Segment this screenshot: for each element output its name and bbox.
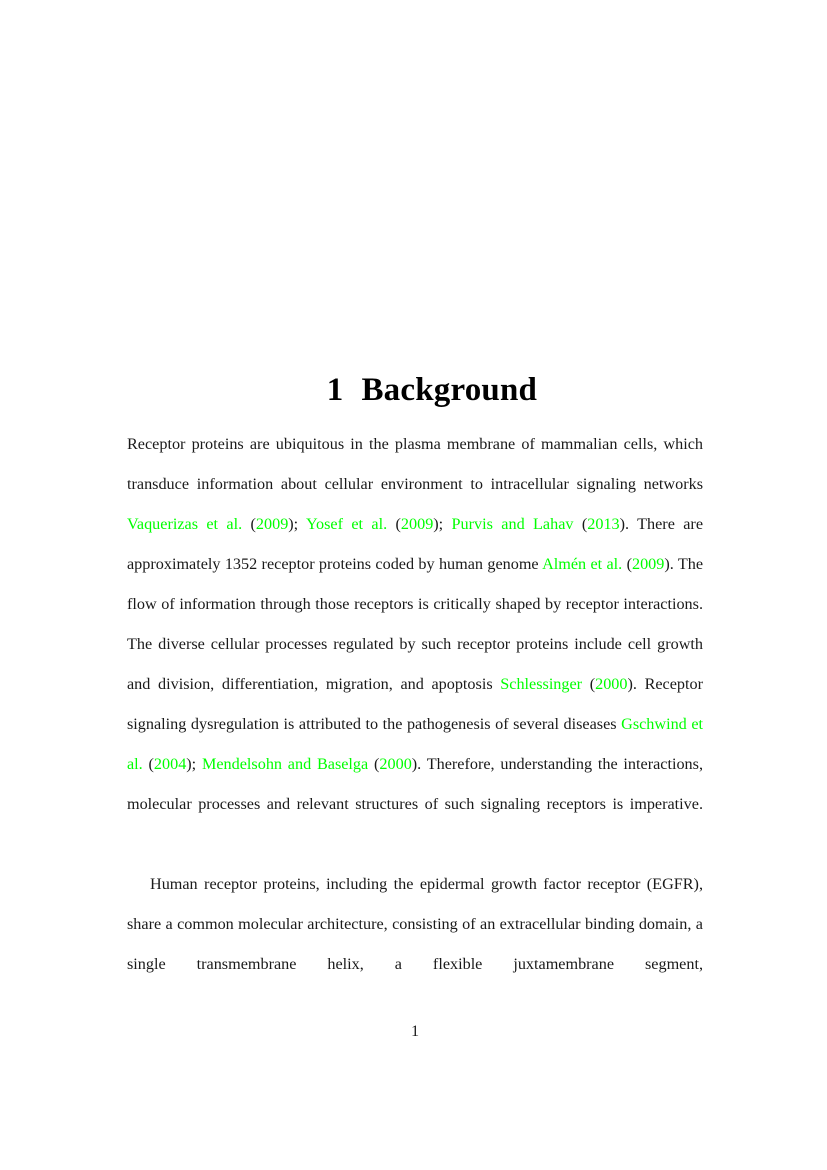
- citation-punctuation: ).: [619, 515, 638, 533]
- citation-year[interactable]: 2009: [400, 515, 434, 533]
- body-text-run: Human receptor proteins, including the epidermal growth factor receptor (EGFR), share a common molecular architecture, consisting of an extracellular binding domain, a single transmembrane helix, a flexible juxtamembrane segment,: [127, 875, 703, 973]
- citation-punctuation: (: [242, 515, 256, 533]
- citation-punctuation: );: [288, 515, 306, 533]
- citation-punctuation: (: [387, 515, 401, 533]
- paragraph-2: [127, 864, 703, 1024]
- section-number: 1: [326, 371, 344, 408]
- body-text-run: Therefore, understanding the interactions, molecular processes and relevant structures of such signaling receptors is imperative.: [127, 755, 703, 813]
- citation-year[interactable]: 2013: [587, 515, 620, 533]
- citation-punctuation: (: [142, 755, 154, 773]
- citation-author[interactable]: Vaquerizas et al.: [127, 515, 243, 533]
- citation-punctuation: (: [582, 675, 596, 693]
- citation-author[interactable]: Mendelsohn and Baselga: [201, 755, 369, 773]
- citation-author[interactable]: Schlessinger: [500, 675, 583, 693]
- citation-author[interactable]: Almén et al.: [542, 555, 623, 573]
- citation-year[interactable]: 2009: [631, 555, 665, 573]
- citation-punctuation: ).: [411, 755, 427, 773]
- citation-punctuation: (: [368, 755, 380, 773]
- citation-punctuation: ).: [664, 555, 678, 573]
- citation-year[interactable]: 2004: [153, 755, 187, 773]
- citation-punctuation: );: [433, 515, 452, 533]
- body-text: [127, 424, 703, 1024]
- citation-author[interactable]: Gschwind et al.: [127, 715, 703, 773]
- body-text-run: The flow of information through those receptors is critically shaped by receptor interactions. The diverse cellular processes regulated by such receptor proteins include cell growth and division, differentiation, migration, and apoptosis: [127, 555, 704, 693]
- citation-punctuation: );: [186, 755, 202, 773]
- citation-punctuation: (: [573, 515, 588, 533]
- body-text-run: There are approximately 1352 receptor proteins coded by human genome: [127, 515, 704, 573]
- paragraph-1: [127, 424, 703, 864]
- citation-punctuation: (: [622, 555, 632, 573]
- citation-punctuation: ).: [627, 675, 645, 693]
- body-text-run: Receptor proteins are ubiquitous in the plasma membrane of mammalian cells, which transduce information about cellular environment to intracellular signaling networks: [127, 435, 703, 493]
- section-title: Background: [361, 371, 538, 408]
- citation-year[interactable]: 2000: [379, 755, 412, 773]
- page-number: 1: [410, 1022, 420, 1040]
- citation-author[interactable]: Purvis and Lahav: [451, 515, 574, 533]
- body-text-run: Receptor signaling dysregulation is attributed to the pathogenesis of several diseases: [127, 675, 703, 733]
- citation-author[interactable]: Yosef et al.: [305, 515, 388, 533]
- citation-year[interactable]: 2000: [595, 675, 628, 693]
- citation-year[interactable]: 2009: [255, 515, 289, 533]
